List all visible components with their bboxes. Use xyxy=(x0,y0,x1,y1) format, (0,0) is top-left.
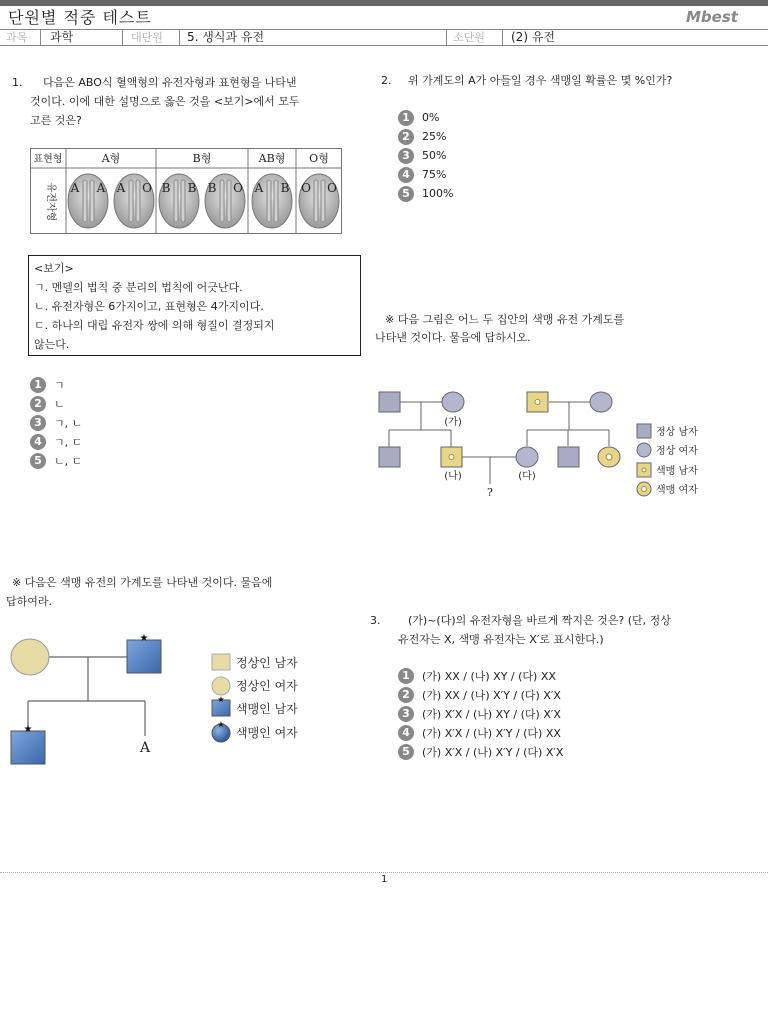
q3-line-1: (가)~(다)의 유전자형을 바르게 짝지은 것은? (단, 정상 xyxy=(408,614,671,627)
number-circle-icon: 2 xyxy=(398,687,414,703)
q3-number: 3. xyxy=(370,614,381,627)
allele-label: B xyxy=(187,181,197,195)
choice-text: 0% xyxy=(422,111,440,124)
normal-male-icon xyxy=(558,447,579,467)
allele-label: A xyxy=(96,181,106,195)
dot-mark xyxy=(642,468,646,472)
bogi-box xyxy=(28,255,361,356)
allele-label: O xyxy=(301,181,311,195)
number-circle-icon: 1 xyxy=(398,110,414,126)
divider xyxy=(179,30,180,45)
normal-female-icon xyxy=(442,392,464,412)
unit-label: 대단원 xyxy=(131,31,163,44)
number-circle-icon: 4 xyxy=(398,725,414,741)
type-b-header: B형 xyxy=(192,152,212,165)
subject-label: 과목 xyxy=(6,31,28,44)
choice-text: 50% xyxy=(422,149,447,162)
number-circle-icon: 1 xyxy=(30,377,46,393)
number-circle-icon: 3 xyxy=(30,415,46,431)
info-bar xyxy=(0,29,768,46)
choice-option[interactable] xyxy=(30,451,82,470)
left-intro-line-1: ※ 다음은 색맹 유전의 가계도를 나타낸 것이다. 물음에 xyxy=(12,576,273,589)
allele-label: O xyxy=(327,181,337,195)
q1-line-1: 다음은 ABO식 혈액형의 유전자형과 표현형을 나타낸 xyxy=(43,76,297,89)
legend-label: 정상인 여자 xyxy=(236,679,298,693)
subunit-value: (2) 유전 xyxy=(511,30,555,44)
star-icon: ★ xyxy=(23,724,33,735)
q1-choices xyxy=(30,375,82,470)
normal-female-icon xyxy=(516,447,538,467)
page-number: 1 xyxy=(381,874,388,885)
choice-option[interactable] xyxy=(398,184,453,203)
normal-female-icon xyxy=(11,639,49,675)
legend-label: 정상인 남자 xyxy=(236,656,298,670)
choice-text: 25% xyxy=(422,130,447,143)
q3-choices xyxy=(398,666,563,761)
choice-option[interactable] xyxy=(398,666,563,685)
choice-text: ㄱ xyxy=(54,378,65,392)
bogi-item: ㄷ. 하나의 대립 유전자 쌍에 의해 형질이 결정되지 xyxy=(34,319,275,332)
type-a-header: A형 xyxy=(101,152,121,165)
legend-label: 색맹인 남자 xyxy=(236,702,298,716)
star-icon: ★ xyxy=(139,633,149,644)
q2-choices xyxy=(398,108,453,203)
divider xyxy=(122,30,123,45)
dot-mark xyxy=(606,454,612,460)
choice-text: 75% xyxy=(422,168,447,181)
choice-text: (가) X′X / (나) X′Y / (다) XX xyxy=(422,726,561,740)
divider xyxy=(40,30,41,45)
legend-label: 정상 남자 xyxy=(656,427,698,438)
choice-text: ㄴ xyxy=(54,397,65,411)
table-header-genotype: 유전자형 xyxy=(45,182,56,222)
bogi-item: 않는다. xyxy=(34,338,70,351)
label-da: (다) xyxy=(518,471,536,482)
choice-text: ㄱ, ㄷ xyxy=(54,435,83,449)
right-intro-line-1: ※ 다음 그림은 어느 두 집안의 색맹 유전 가계도를 xyxy=(385,313,625,326)
legend-normal-male-icon xyxy=(637,424,651,438)
label-na: (나) xyxy=(444,471,462,482)
legend-label: 색맹인 여자 xyxy=(236,726,298,740)
allele-label: B xyxy=(161,181,171,195)
legend-label: 정상 여자 xyxy=(656,446,698,457)
page-title: 단원별 적중 테스트 xyxy=(8,8,152,27)
type-ab-header: AB형 xyxy=(258,152,286,165)
legend-label: 색맹 여자 xyxy=(656,485,698,496)
left-intro-line-2: 답하여라. xyxy=(6,595,53,608)
number-circle-icon: 2 xyxy=(30,396,46,412)
type-o-header: O형 xyxy=(309,152,329,165)
dot-mark xyxy=(449,455,454,460)
number-circle-icon: 5 xyxy=(398,744,414,760)
bogi-title: <보기> xyxy=(34,262,74,275)
choice-option[interactable] xyxy=(398,146,453,165)
choice-option[interactable] xyxy=(398,723,563,742)
number-circle-icon: 3 xyxy=(398,148,414,164)
choice-option[interactable] xyxy=(30,394,82,413)
abo-blood-type-table xyxy=(30,148,342,234)
number-circle-icon: 3 xyxy=(398,706,414,722)
label-ga: (가) xyxy=(444,417,462,428)
q1-line-3: 고른 것은? xyxy=(30,114,82,127)
number-circle-icon: 4 xyxy=(30,434,46,450)
footer-divider xyxy=(0,872,768,873)
choice-text: (가) XX / (나) XY / (다) XX xyxy=(422,669,556,683)
choice-option[interactable] xyxy=(398,108,453,127)
normal-male-icon xyxy=(379,392,400,412)
choice-text: (가) X′X / (나) XY / (다) X′X xyxy=(422,707,561,721)
legend-normal-female-icon xyxy=(637,443,651,457)
individual-a-label: A xyxy=(139,740,151,756)
allele-label: A xyxy=(116,181,126,195)
q1-line-2: 것이다. 이에 대한 설명으로 옳은 것을 <보기>에서 모두 xyxy=(30,95,300,108)
number-circle-icon: 5 xyxy=(30,453,46,469)
choice-text: 100% xyxy=(422,187,454,200)
allele-label: A xyxy=(254,181,264,195)
choice-option[interactable] xyxy=(398,742,563,761)
legend-normal-male-icon xyxy=(212,654,230,670)
colorblind-male-icon xyxy=(11,731,45,764)
divider xyxy=(502,30,503,45)
allele-label: O xyxy=(142,181,152,195)
subject-value: 과학 xyxy=(50,30,74,44)
q3-line-2: 유전자는 X, 색맹 유전자는 X′로 표시한다.) xyxy=(398,633,604,646)
allele-label: O xyxy=(233,181,243,195)
star-icon: ★ xyxy=(217,720,225,729)
number-circle-icon: 4 xyxy=(398,167,414,183)
choice-text: (가) X′X / (나) X′Y / (다) X′X xyxy=(422,745,564,759)
number-circle-icon: 1 xyxy=(398,668,414,684)
normal-female-icon xyxy=(590,392,612,412)
number-circle-icon: 2 xyxy=(398,129,414,145)
legend-label: 색맹 남자 xyxy=(656,466,698,477)
unknown-child-label: ? xyxy=(487,486,493,499)
brand-logo: Mbest xyxy=(686,8,738,26)
choice-text: ㄱ, ㄴ xyxy=(54,416,83,430)
unit-value: 5. 생식과 유전 xyxy=(187,30,265,44)
choice-text: ㄴ, ㄷ xyxy=(54,454,83,468)
subunit-label: 소단원 xyxy=(453,31,485,44)
allele-label: B xyxy=(207,181,217,195)
bogi-item: ㄴ. 유전자형은 6가지이고, 표현형은 4가지이다. xyxy=(34,300,264,313)
table-header-phenotype: 표현형 xyxy=(33,154,63,165)
choice-option[interactable] xyxy=(398,165,453,184)
choice-option[interactable] xyxy=(30,413,82,432)
number-circle-icon: 5 xyxy=(398,186,414,202)
right-intro-line-2: 나타낸 것이다. 물음에 답하시오. xyxy=(375,331,531,344)
left-pedigree-diagram xyxy=(8,630,308,770)
choice-option[interactable] xyxy=(30,375,82,394)
normal-male-icon xyxy=(379,447,400,467)
q1-number: 1. xyxy=(12,76,23,89)
choice-option[interactable] xyxy=(30,432,82,451)
bogi-item: ㄱ. 멘델의 법칙 중 분리의 법칙에 어긋난다. xyxy=(34,281,243,294)
choice-option[interactable] xyxy=(398,704,563,723)
legend-normal-female-icon xyxy=(212,677,230,695)
allele-label: A xyxy=(70,181,80,195)
allele-label: B xyxy=(280,181,290,195)
right-pedigree-diagram xyxy=(372,384,712,504)
choice-text: (가) XX / (나) X′Y / (다) X′X xyxy=(422,688,561,702)
choice-option[interactable] xyxy=(398,685,563,704)
dot-mark xyxy=(642,487,647,492)
star-icon: ★ xyxy=(217,695,225,704)
divider xyxy=(446,30,447,45)
dot-mark xyxy=(535,400,540,405)
q2-number: 2. xyxy=(381,74,392,87)
choice-option[interactable] xyxy=(398,127,453,146)
q2-text: 위 가계도의 A가 아들일 경우 색맹일 확률은 몇 %인가? xyxy=(408,74,673,87)
colorblind-male-icon xyxy=(127,640,161,673)
